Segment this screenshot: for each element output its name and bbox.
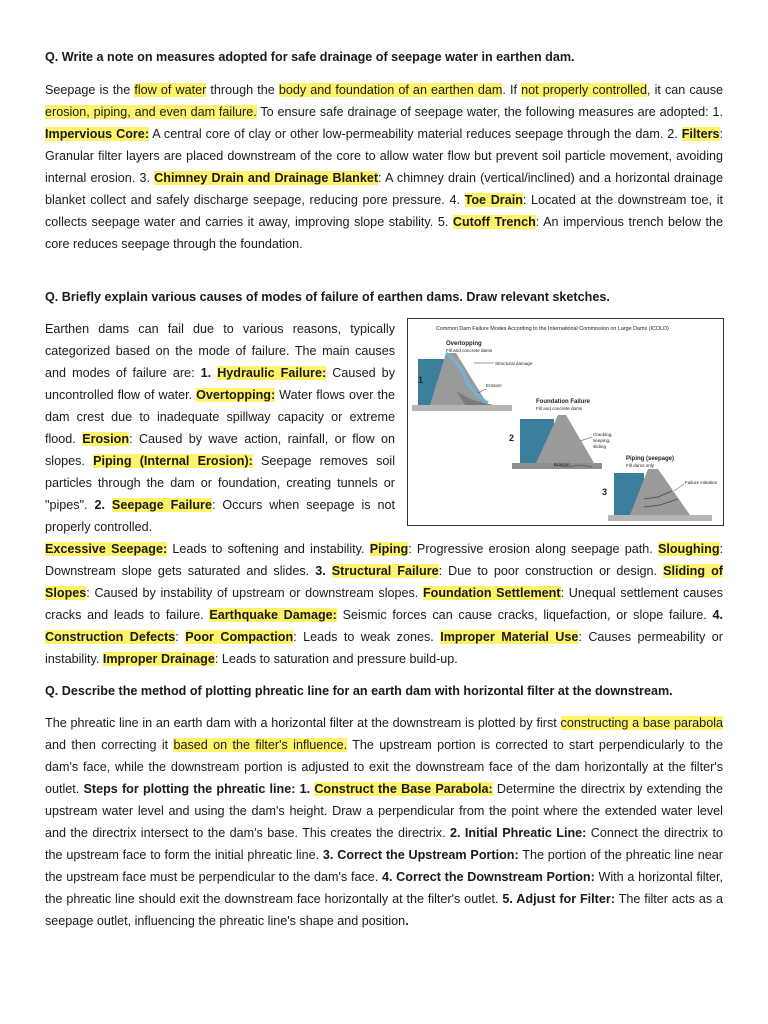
bold-run: . (405, 914, 409, 928)
highlight-bold-run: Hydraulic Failure: (217, 366, 327, 380)
text-run: With a horizontal filter, the phreatic line should exit the downstream face horizontally at the filter's outlet. (45, 870, 723, 906)
highlight-bold-run: Sloughing (657, 542, 720, 556)
text-run: : Leads to saturation and pressure build-up. (214, 652, 458, 666)
highlight-bold-run: Improper Drainage (102, 652, 215, 666)
structural-damage-label: Structural damage (495, 361, 533, 366)
sliding-label: sliding (593, 444, 607, 449)
highlight-bold-run: Construct the Base Parabola: (314, 782, 493, 796)
highlight-run: constructing a base parabola (560, 716, 723, 730)
question-2-heading: Q. Briefly explain various causes of modes of failure of earthen dams. Draw relevant sketches. (45, 290, 610, 304)
bold-run: Steps for plotting the phreatic line: 1. (83, 782, 315, 796)
piping-panel (602, 456, 718, 521)
text-run: : Located at the downstream toe, it collects seepage water and carries it away, improving slope stability. 5. (45, 193, 723, 229)
bold-run: 4. (712, 608, 723, 622)
erosion-label-1: Erosion (486, 383, 502, 388)
text-run: : Causes permeability or instability. (45, 630, 723, 666)
erosion-label-2: Erosion (554, 462, 570, 467)
text-run: . If (502, 83, 522, 97)
overtopping-label: Overtopping (446, 341, 482, 347)
text-run: The portion of the phreatic line near the upstream face must be perpendicular to the dam's face. (45, 848, 723, 884)
dam-failure-diagram (408, 319, 723, 525)
highlight-bold-run: Structural Failure (331, 564, 439, 578)
text-run: The phreatic line in an earth dam with a horizontal filter at the downstream is plotted by first (45, 716, 561, 730)
ground-1 (412, 405, 512, 411)
text-run: : Occurs when seepage is not properly controlled. (45, 498, 395, 534)
answer-2-paragraph-continued (45, 538, 723, 670)
overtopping-sub-label: Fill and concrete dams (446, 348, 493, 353)
answer-2-paragraph-left (45, 318, 395, 538)
highlight-bold-run: Piping (369, 542, 409, 556)
overtopping-panel (412, 341, 533, 411)
highlight-bold-run: Chimney Drain and Drainage Blanket (154, 171, 379, 185)
highlight-bold-run: Construction Defects (45, 630, 176, 644)
text-run: : An impervious trench below the core reduces seepage through the foundation. (45, 215, 723, 251)
text-run: The upstream portion is corrected to start perpendicularly to the dam's face, while the downstream portion is adjusted to exit the downstream face of the dam horizontally at the filter's outlet. (45, 738, 723, 796)
panel-number-1: 1 (418, 375, 424, 385)
seeping-label: seeping, (593, 438, 611, 443)
highlight-bold-run: Earthquake Damage: (209, 608, 337, 622)
cracking-label: Cracking, (593, 432, 613, 437)
answer-3-paragraph (45, 712, 723, 932)
text-run: : Unequal settlement causes cracks and leads to failure. (45, 586, 723, 622)
highlight-bold-run: Foundation Settlement (422, 586, 561, 600)
highlight-bold-run: Erosion (82, 432, 130, 446)
foundation-sub-label: Fill and concrete dams (536, 406, 583, 411)
highlight-bold-run: Filters (681, 127, 720, 141)
highlight-bold-run: Toe Drain (464, 193, 523, 207)
highlight-run: flow of water (134, 83, 207, 97)
highlight-bold-run: Excessive Seepage: (45, 542, 168, 556)
leader-line (580, 437, 592, 441)
piping-sub-label: Fill dams only (626, 463, 655, 468)
text-run: Caused by uncontrolled flow of water. (45, 366, 395, 402)
text-run: Seepage is the (45, 83, 135, 97)
piping-label: Piping (seepage) (626, 456, 675, 462)
bold-run: 5. Adjust for Filter: (502, 892, 615, 906)
question-1-heading: Q. Write a note on measures adopted for safe drainage of seepage water in earthen dam. (45, 50, 575, 64)
bold-run: 2. Initial Phreatic Line: (450, 826, 587, 840)
leader-line (674, 484, 684, 491)
text-run: : Progressive erosion along seepage path. (408, 542, 658, 556)
text-run: The filter acts as a seepage outlet, influencing the phreatic line's shape and position (45, 892, 724, 928)
text-run: Earthen dams can fail due to various reasons, typically categorized based on the mode of failure. The main causes and modes of failure are: (45, 322, 395, 380)
highlight-bold-run: Poor Compaction (185, 630, 294, 644)
ground-3 (608, 515, 712, 521)
bold-run: 3. (315, 564, 332, 578)
text-run: Connect the directrix to the upstream face to form the initial phreatic line. (45, 826, 723, 862)
text-run: A central core of clay or other low-permeability material reduces seepage through the dam. 2. (149, 127, 682, 141)
highlight-run: body and foundation of an earthen dam (278, 83, 503, 97)
text-run: : Downstream slope gets saturated and slides. (45, 542, 724, 578)
text-run: To ensure safe drainage of seepage water, the following measures are adopted: 1. (256, 105, 723, 119)
foundation-failure-panel (509, 399, 612, 469)
bold-run: 4. Correct the Downstream Portion: (381, 870, 595, 884)
text-run: : Caused by wave action, rainfall, or flow on slopes. (45, 432, 395, 468)
bold-run: 2. (94, 498, 112, 512)
highlight-bold-run: Impervious Core: (45, 127, 150, 141)
text-run: Water flows over the dam crest due to inadequate spillway capacity or extreme flood. (45, 388, 395, 446)
dam-failure-modes-figure (407, 318, 724, 526)
highlight-bold-run: Piping (Internal Erosion): (93, 454, 253, 468)
text-run: Determine the directrix by extending the upstream water level and using the dam's height. Draw a perpendicular from the point where the extended water level and the directrix intersect to the dam's base. This creates the directrix. (45, 782, 723, 840)
highlight-bold-run: Seepage Failure (111, 498, 212, 512)
highlight-bold-run: Improper Material Use (440, 630, 579, 644)
highlight-run: based on the filter's influence. (173, 738, 348, 752)
foundation-failure-label: Foundation Failure (536, 399, 590, 405)
text-run: : Granular filter layers are placed downstream of the core to allow water flow but prevent soil particle movement, avoiding internal erosion. 3. (45, 127, 723, 185)
text-run: : Leads to weak zones. (293, 630, 441, 644)
highlight-run: erosion, piping, and even dam failure. (45, 105, 257, 119)
answer-1-paragraph (45, 79, 723, 255)
text-run: Seismic forces can cause cracks, liquefaction, or slope failure. (336, 608, 713, 622)
text-run: and then correcting it (45, 738, 174, 752)
text-run: through the (206, 83, 279, 97)
highlight-bold-run: Sliding of Slopes (45, 564, 723, 600)
text-run: : Due to poor construction or design. (438, 564, 664, 578)
question-3-heading: Q. Describe the method of plotting phreatic line for an earth dam with horizontal filter at the downstream. (45, 684, 673, 698)
highlight-bold-run: Overtopping: (196, 388, 276, 402)
highlight-bold-run: Cutoff Trench (452, 215, 536, 229)
bold-run: 3. Correct the Upstream Portion: (322, 848, 519, 862)
text-run: : A chimney drain (vertical/inclined) and a horizontal drainage blanket collect and safely discharge seepage, reducing pore pressure. 4. (45, 171, 723, 207)
text-run: : (175, 630, 186, 644)
highlight-run: not properly controlled (521, 83, 647, 97)
text-run: : Caused by instability of upstream or downstream slopes. (86, 586, 423, 600)
failure-initiation-label: Failure initiation (685, 480, 718, 485)
panel-number-2: 2 (509, 433, 515, 443)
bold-run: 1. (200, 366, 218, 380)
text-run: Seepage removes soil particles through the dam or foundation, creating tunnels or "pipes". (45, 454, 395, 512)
panel-number-3: 3 (602, 487, 608, 497)
text-run: , it can cause (646, 83, 723, 97)
text-run: Leads to softening and instability. (167, 542, 370, 556)
figure-title: Common Dam Failure Modes According to the International Commission on Large Dams (ICOLD) (436, 326, 669, 332)
